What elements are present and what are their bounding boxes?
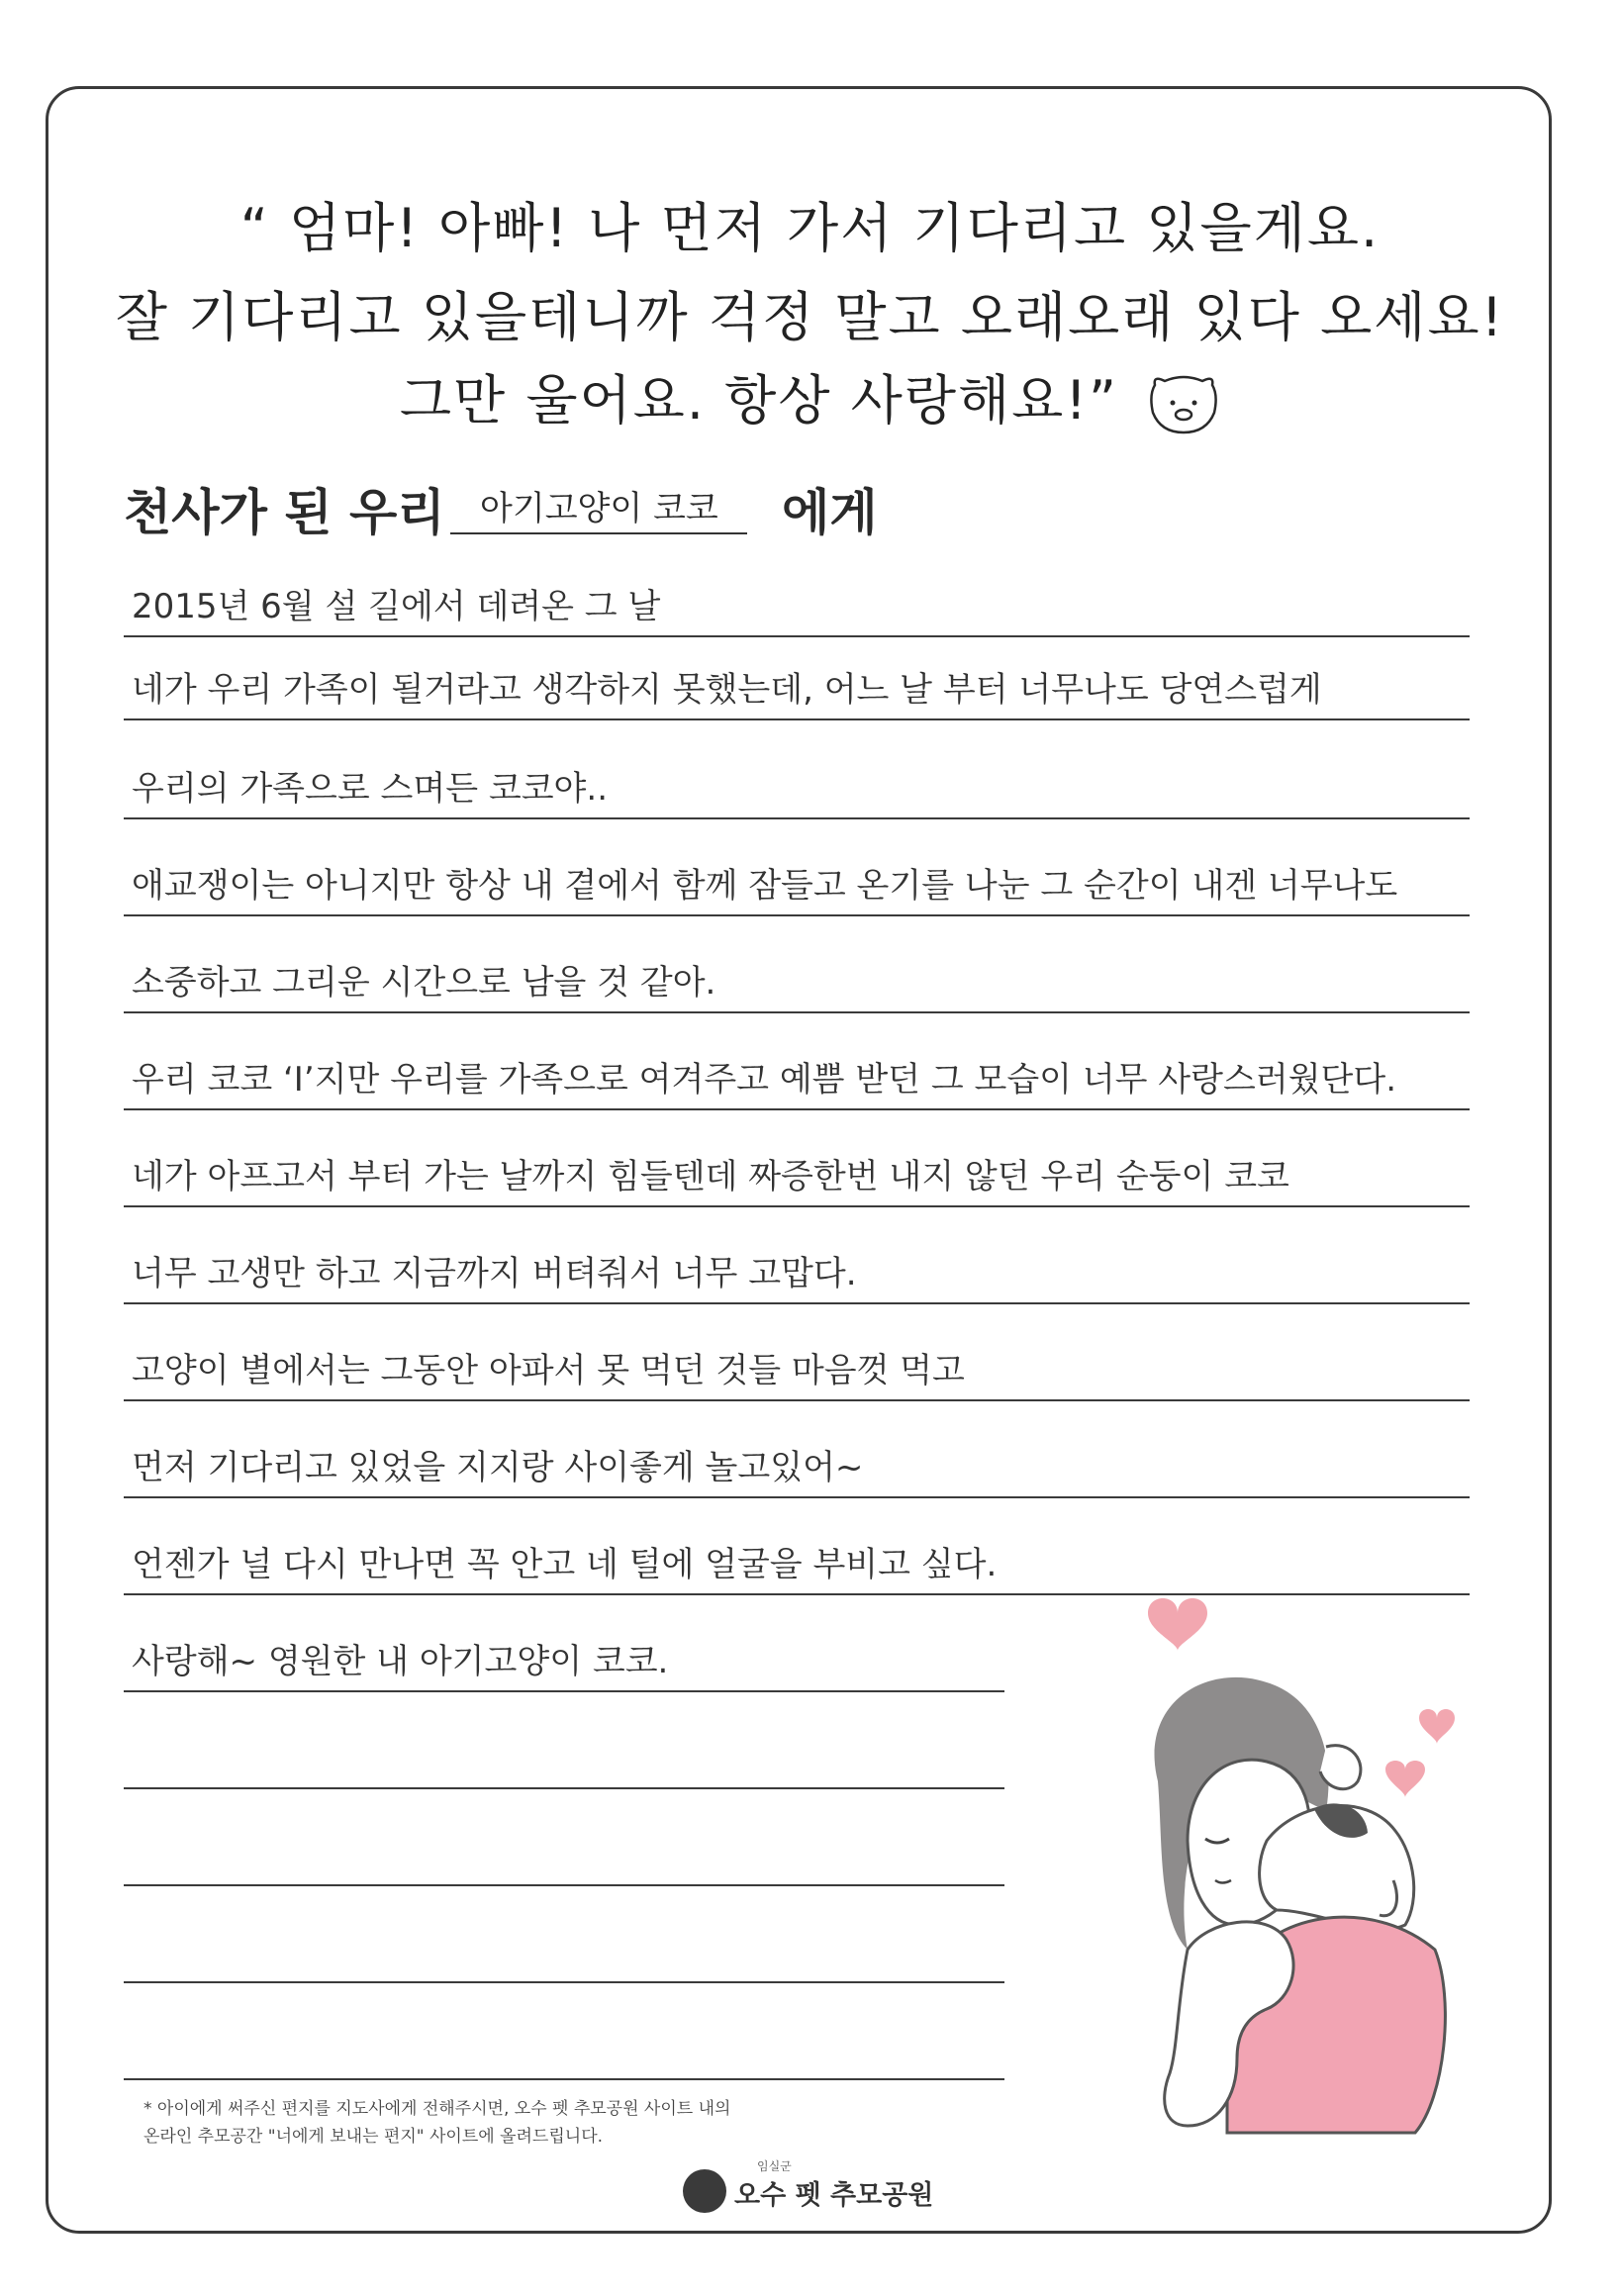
brand-sub: 임실군 (757, 2159, 792, 2173)
recipient-name-field (450, 473, 747, 534)
letter-line: 고양이 별에서는 그동안 아파서 못 먹던 것들 마음껏 먹고 (124, 1342, 1470, 1401)
letter-line: 네가 우리 가족이 될거라고 생각하지 못했는데, 어느 날 부터 너무나도 당연스럽게 (124, 661, 1470, 720)
brand-logo-icon (683, 2169, 726, 2213)
letter-line: 소중하고 그리운 시간으로 남을 것 같아. (124, 954, 1470, 1013)
footnote-line-2: 온라인 추모공간 "너에게 보내는 편지" 사이트에 올려드립니다. (143, 2127, 604, 2147)
letter-line: 사랑해~ 영원한 내 아기고양이 코코. (124, 1633, 1004, 1692)
letter-line (124, 1827, 1004, 1886)
dog-face-icon (1147, 373, 1220, 434)
recipient-suffix: 에게 (782, 484, 878, 541)
letter-line: 네가 아프고서 부터 가는 날까지 힘들텐데 짜증한번 내지 않던 우리 순둥이 코코 (124, 1148, 1470, 1207)
letter-line: 언젠가 널 다시 만나면 꼭 안고 네 털에 얼굴을 부비고 싶다. (124, 1536, 1470, 1595)
heart-icon (1419, 1709, 1455, 1744)
letter-line: 먼저 기다리고 있었을 지지랑 사이좋게 놀고있어~ (124, 1439, 1470, 1498)
recipient-prefix: 천사가 된 우리 (124, 484, 445, 541)
quote-line-2: 잘 기다리고 있을테니까 걱정 말고 오래오래 있다 오세요! (115, 286, 1505, 348)
heart-icon (1385, 1761, 1425, 1797)
footnote (143, 2095, 730, 2151)
letter-line (124, 1730, 1004, 1789)
letter-line: 애교쟁이는 아니지만 항상 내 곁에서 함께 잠들고 온기를 나눈 그 순간이 내겐 너무나도 (124, 857, 1470, 916)
footnote-line-1: * 아이에게 써주신 편지를 지도사에게 전해주시면, 오수 펫 추모공원 사이트 내의 (143, 2099, 731, 2119)
hugging-person-with-dog-illustration (1079, 1583, 1475, 2138)
brand-name: 오수 펫 추모공원 (734, 2180, 934, 2211)
letter-line: 2015년 6월 설 길에서 데려온 그 날 (124, 578, 1470, 637)
heart-icon (1148, 1598, 1207, 1651)
letter-line: 우리 코코 ‘I’지만 우리를 가족으로 여겨주고 예쁨 받던 그 모습이 너무 사랑스러웠단다. (124, 1051, 1470, 1110)
letter-line (124, 2021, 1004, 2080)
letter-line: 너무 고생만 하고 지금까지 버텨줘서 너무 고맙다. (124, 1245, 1470, 1304)
quote-line-1: “ 엄마! 아빠! 나 먼저 가서 기다리고 있을게요. (239, 197, 1381, 259)
letter-line (124, 1924, 1004, 1983)
brand-mark (683, 2157, 940, 2217)
quote-line-3: 그만 울어요. 항상 사랑해요!” (0, 358, 1620, 434)
letter-line: 우리의 가족으로 스며든 코코야.. (124, 760, 1470, 819)
recipient-name: 아기고양이 코코 (480, 489, 718, 528)
